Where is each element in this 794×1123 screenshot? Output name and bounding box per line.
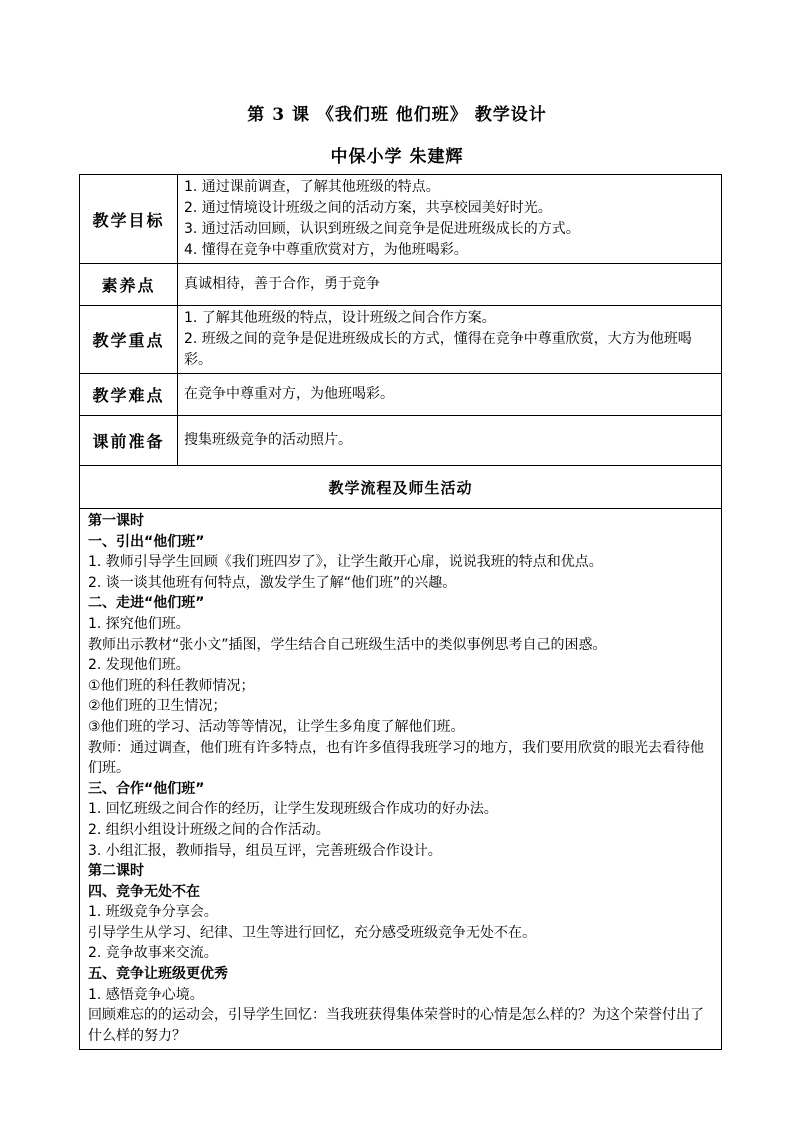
flow-line: 1. 探究他们班。 (88, 615, 190, 632)
row-content (178, 306, 722, 374)
table-row (80, 175, 722, 264)
flow-line: ①他们班的科任教师情况； (88, 677, 255, 694)
flow-heading: 教学流程及师生活动 (80, 466, 722, 509)
row-line: 4. 懂得在竞争中尊重欣赏对方，为他班喝彩。 (184, 242, 468, 258)
row-content (178, 175, 722, 264)
row-label: 教学难点 (80, 374, 178, 416)
flow-line: 第一课时 (88, 513, 144, 529)
flow-line: 二、走进“他们班” (88, 595, 205, 612)
flow-line: 2. 发现他们班。 (88, 657, 190, 674)
flow-line: 五、竞争让班级更优秀 (88, 966, 228, 983)
flow-line: 第二课时 (88, 863, 144, 880)
row-content (178, 374, 722, 416)
table-row (80, 374, 722, 416)
row-line: 1. 通过课前调查，了解其他班级的特点。 (184, 179, 440, 195)
row-line: 3. 通过活动回顾，认识到班级之间竞争是促进班级成长的方式。 (184, 221, 580, 237)
flow-line: 教师出示教材“张小文”插图，学生结合自己班级生活中的类似事例思考自己的困惑。 (88, 636, 607, 653)
table-row (80, 509, 722, 1050)
flow-line: 2. 谈一谈其他班有何特点，激发学生了解“他们班”的兴趣。 (88, 574, 457, 591)
flow-line: 1. 感悟竞争心境。 (88, 986, 204, 1003)
flow-line: 引导学生从学习、纪律、卫生等进行回忆，充分感受班级竞争无处不在。 (88, 924, 536, 941)
row-label: 课前准备 (80, 416, 178, 466)
row-content (178, 264, 722, 306)
table-row (80, 466, 722, 509)
flow-line: 1. 班级竞争分享会。 (88, 904, 218, 921)
row-line: 真诚相待，善于合作，勇于竞争 (184, 276, 380, 292)
row-label: 教学目标 (80, 175, 178, 264)
row-content (178, 416, 722, 466)
flow-line: ②他们班的卫生情况； (88, 698, 227, 715)
row-label: 教学重点 (80, 306, 178, 374)
row-line: 在竞争中尊重对方，为他班喝彩。 (184, 386, 394, 402)
author-line: 中保小学 朱建辉 (330, 147, 464, 167)
table-row (80, 416, 722, 466)
flow-line: ③他们班的学习、活动等等情况，让学生多角度了解他们班。 (88, 718, 465, 735)
table-row (80, 306, 722, 374)
row-line: 2. 班级之间的竞争是促进班级成长的方式，懂得在竞争中尊重欣赏，大方为他班喝彩。 (184, 331, 692, 368)
flow-line: 回顾难忘的的运动会，引导学生回忆：当我班获得集体荣誉时的心情是怎么样的？为这个荣誉付出了什么样的努力？ (88, 1007, 704, 1044)
flow-line: 一、引出“他们班” (88, 533, 205, 550)
lesson-plan-table (79, 174, 722, 1050)
row-line: 搜集班级竞争的活动照片。 (184, 432, 352, 448)
flow-content (80, 509, 722, 1050)
flow-line: 2. 组织小组设计班级之间的合作活动。 (88, 821, 330, 838)
page-title: 第 3 课 《我们班 他们班》 教学设计 (247, 105, 547, 125)
flow-line: 教师：通过调查，他们班有许多特点，也有许多值得我班学习的地方，我们要用欣赏的眼光去看待他们班。 (88, 739, 704, 777)
flow-line: 三、合作“他们班” (88, 780, 205, 797)
flow-line: 1. 回忆班级之间合作的经历，让学生发现班级合作成功的好办法。 (88, 801, 498, 818)
flow-line: 四、竞争无处不在 (88, 883, 200, 900)
flow-line: 3. 小组汇报，教师指导，组员互评，完善班级合作设计。 (88, 842, 442, 859)
row-line: 2. 通过情境设计班级之间的活动方案，共享校园美好时光。 (184, 200, 552, 216)
flow-line: 2. 竞争故事来交流。 (88, 945, 218, 962)
flow-line: 1. 教师引导学生回顾《我们班四岁了》，让学生敞开心扉，说说我班的特点和优点。 (88, 554, 603, 571)
row-label: 素养点 (80, 264, 178, 306)
table-row (80, 264, 722, 306)
row-line: 1. 了解其他班级的特点，设计班级之间合作方案。 (184, 310, 496, 326)
